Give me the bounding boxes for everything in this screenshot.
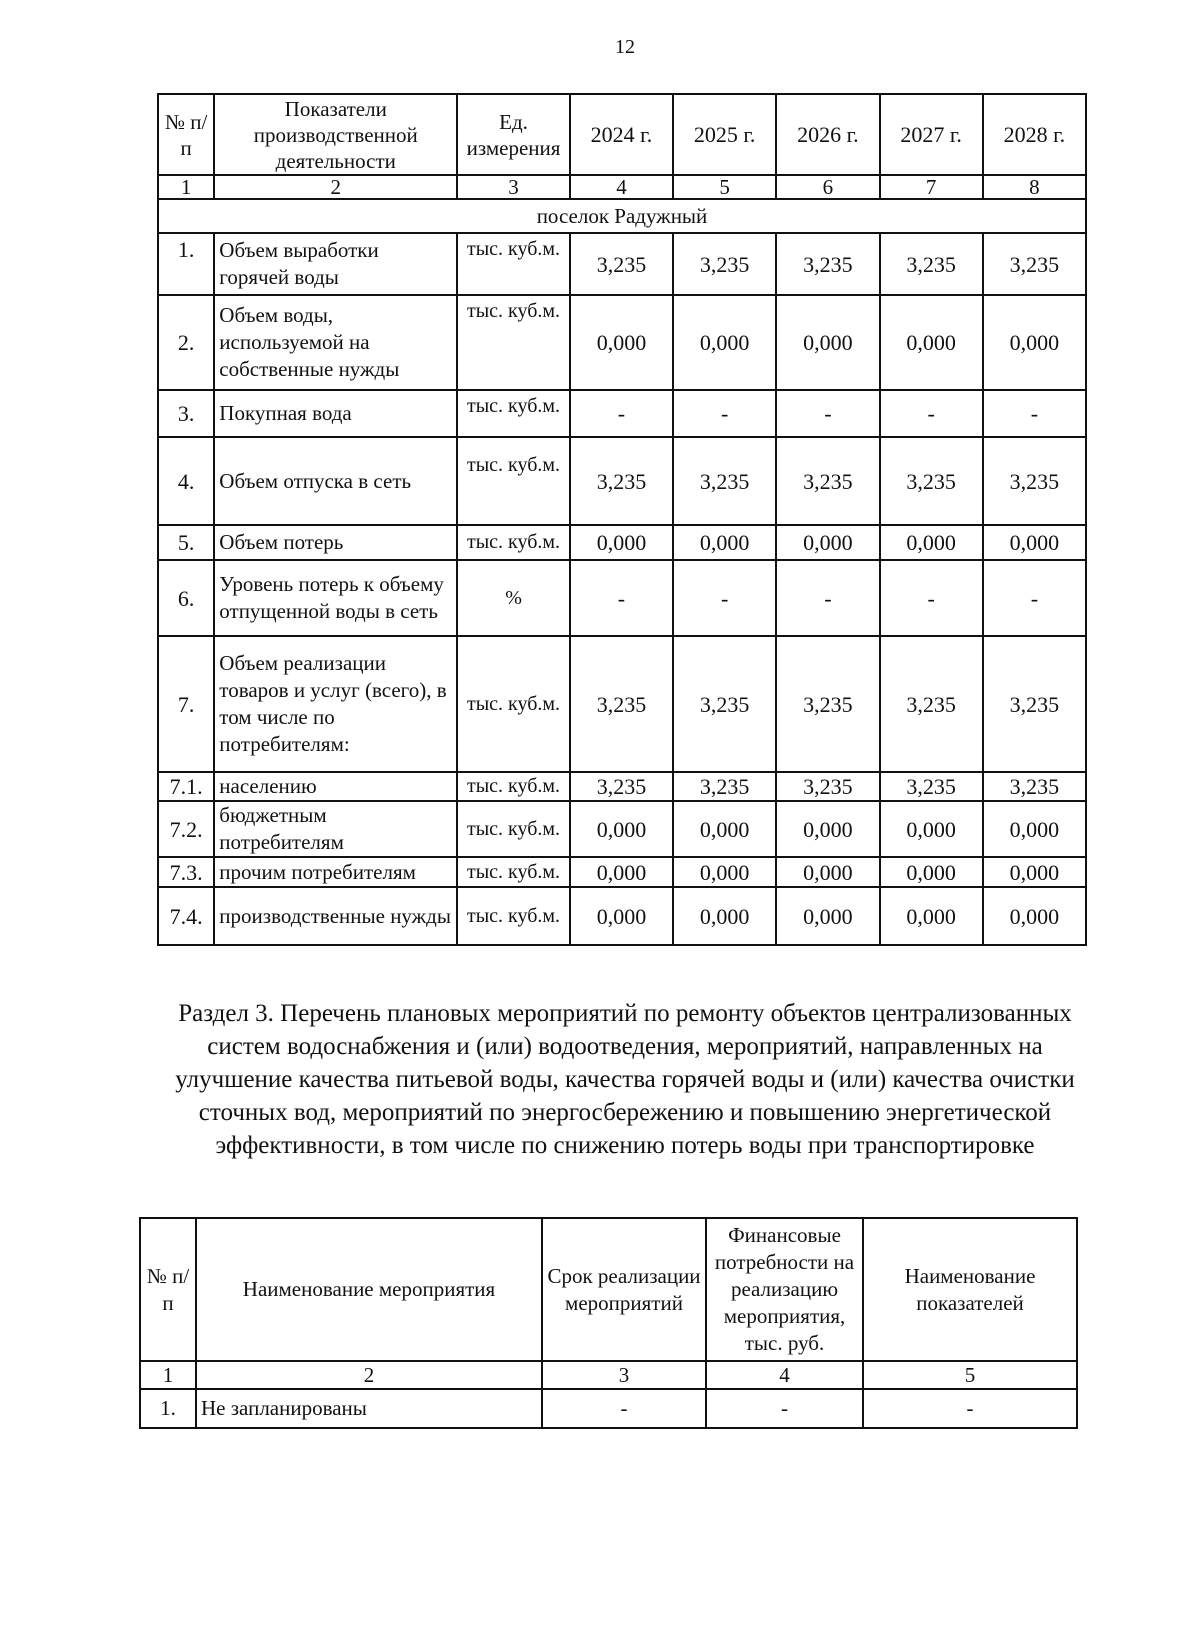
row-value: - <box>880 560 983 636</box>
table-row <box>158 857 1086 887</box>
row-value: 0,000 <box>880 887 983 945</box>
section3-heading: Раздел 3. Перечень плановых мероприятий по ремонту объектов централизованных систем водоснабжения и (или) водоотведения, мероприятий, направленных на улучшение качества питьевой воды, качества горячей воды и (или) качества очистки сточных вод, мероприятий по энергосбережению и повышению энергетической эффективности, в том числе по снижению потерь воды при транспортировке <box>175 1000 1075 1159</box>
row-value: 3,235 <box>983 772 1086 801</box>
row-value: 3,235 <box>570 437 673 525</box>
row-num: 7. <box>158 636 214 772</box>
row-name: Уровень потерь к объему отпущенной воды в сеть <box>214 560 457 636</box>
column-index: 4 <box>570 175 673 199</box>
row-value: 3,235 <box>880 772 983 801</box>
row-value: - <box>570 560 673 636</box>
row-value: 0,000 <box>673 857 776 887</box>
row-name: Объем потерь <box>214 525 457 560</box>
row-value: 0,000 <box>983 857 1086 887</box>
row-value: 0,000 <box>673 801 776 857</box>
row-value: - <box>880 390 983 437</box>
row-value: 0,000 <box>776 887 879 945</box>
row-num: 4. <box>158 437 214 525</box>
row-value: 3,235 <box>673 772 776 801</box>
column-index: 1 <box>140 1361 196 1389</box>
row-value: 3,235 <box>983 233 1086 295</box>
row-value: - <box>776 560 879 636</box>
column-index: 1 <box>158 175 214 199</box>
row-value: - <box>776 390 879 437</box>
row-unit: тыс. куб.м. <box>457 636 570 772</box>
row-value: 3,235 <box>570 772 673 801</box>
row-name: Объем реализации товаров и услуг (всего), в том числе по потребителям: <box>214 636 457 772</box>
column-index: 8 <box>983 175 1086 199</box>
table-row <box>158 801 1086 857</box>
table-row <box>158 233 1086 295</box>
row-value: 0,000 <box>983 801 1086 857</box>
row-value: 3,235 <box>570 636 673 772</box>
row-num: 1. <box>158 233 214 295</box>
row-value: - <box>673 390 776 437</box>
row-value: - <box>983 390 1086 437</box>
row-name: Покупная вода <box>214 390 457 437</box>
header-row <box>140 1218 1077 1361</box>
table-row <box>158 390 1086 437</box>
column-index: 3 <box>542 1361 706 1389</box>
row-value: 3,235 <box>983 636 1086 772</box>
row-value: 3,235 <box>776 437 879 525</box>
row-value: 0,000 <box>570 857 673 887</box>
row-value: 0,000 <box>880 525 983 560</box>
row-value: 0,000 <box>570 525 673 560</box>
row-name: бюджетным потребителям <box>214 801 457 857</box>
column-index: 3 <box>457 175 570 199</box>
header-indicator: Показатели производственной деятельности <box>214 94 457 175</box>
header-unit: Ед. измерения <box>457 94 570 175</box>
column-index: 2 <box>214 175 457 199</box>
row-value: 3,235 <box>880 437 983 525</box>
row-value: 0,000 <box>776 857 879 887</box>
row-value: 0,000 <box>673 887 776 945</box>
row-value: 0,000 <box>880 295 983 390</box>
row-value: 3,235 <box>983 437 1086 525</box>
header-num: № п/п <box>140 1218 196 1361</box>
header-measure-name: Наименование мероприятия <box>196 1218 542 1361</box>
row-unit: тыс. куб.м. <box>457 887 570 945</box>
row-unit: тыс. куб.м. <box>457 857 570 887</box>
row-num: 2. <box>158 295 214 390</box>
row-num: 6. <box>158 560 214 636</box>
row-value: 0,000 <box>983 887 1086 945</box>
column-index: 7 <box>880 175 983 199</box>
row-value: - <box>673 560 776 636</box>
header-num: № п/п <box>158 94 214 175</box>
planned-measures-table <box>139 1217 1078 1429</box>
row-value: 3,235 <box>673 636 776 772</box>
row-measure-name: Не запланированы <box>196 1389 542 1428</box>
row-unit: тыс. куб.м. <box>457 525 570 560</box>
production-indicators-table <box>157 93 1087 946</box>
row-unit: тыс. куб.м. <box>457 437 570 525</box>
row-num: 7.3. <box>158 857 214 887</box>
row-value: 0,000 <box>776 801 879 857</box>
column-index-row <box>140 1361 1077 1389</box>
row-value: 0,000 <box>570 295 673 390</box>
row-num: 5. <box>158 525 214 560</box>
table-row <box>158 525 1086 560</box>
row-unit: тыс. куб.м. <box>457 390 570 437</box>
header-year: 2026 г. <box>776 94 879 175</box>
column-index: 5 <box>673 175 776 199</box>
row-value: 0,000 <box>880 801 983 857</box>
row-value: 3,235 <box>673 233 776 295</box>
row-value: 3,235 <box>776 233 879 295</box>
column-index: 4 <box>706 1361 863 1389</box>
row-value: - <box>570 390 673 437</box>
page-number: 12 <box>615 36 635 58</box>
header-indicators: Наименование показателей <box>863 1218 1077 1361</box>
header-row <box>158 94 1086 175</box>
row-value: 3,235 <box>673 437 776 525</box>
row-name: прочим потребителям <box>214 857 457 887</box>
row-value: 0,000 <box>570 801 673 857</box>
header-year: 2025 г. <box>673 94 776 175</box>
table-row <box>158 295 1086 390</box>
column-index: 2 <box>196 1361 542 1389</box>
row-unit: тыс. куб.м. <box>457 772 570 801</box>
header-year: 2024 г. <box>570 94 673 175</box>
row-num: 7.1. <box>158 772 214 801</box>
row-value: 0,000 <box>776 525 879 560</box>
row-value: 0,000 <box>673 525 776 560</box>
row-unit: тыс. куб.м. <box>457 295 570 390</box>
column-index: 6 <box>776 175 879 199</box>
header-finance: Финансовые потребности на реализацию мероприятия, тыс. руб. <box>706 1218 863 1361</box>
row-value: 3,235 <box>570 233 673 295</box>
column-index-row <box>158 175 1086 199</box>
row-name: Объем воды, используемой на собственные нужды <box>214 295 457 390</box>
row-value: 3,235 <box>776 772 879 801</box>
column-index: 5 <box>863 1361 1077 1389</box>
row-num: 1. <box>140 1389 196 1428</box>
row-unit: тыс. куб.м. <box>457 801 570 857</box>
row-name: Объем выработки горячей воды <box>214 233 457 295</box>
table-row <box>158 560 1086 636</box>
section-title: поселок Радужный <box>158 199 1086 233</box>
table-row <box>158 772 1086 801</box>
row-name: Объем отпуска в сеть <box>214 437 457 525</box>
row-unit: тыс. куб.м. <box>457 233 570 295</box>
row-finance: - <box>706 1389 863 1428</box>
header-year: 2027 г. <box>880 94 983 175</box>
row-value: 0,000 <box>880 857 983 887</box>
row-indicators: - <box>863 1389 1077 1428</box>
row-num: 3. <box>158 390 214 437</box>
row-num: 7.4. <box>158 887 214 945</box>
row-value: 3,235 <box>776 636 879 772</box>
row-value: 0,000 <box>983 295 1086 390</box>
header-year: 2028 г. <box>983 94 1086 175</box>
row-value: 3,235 <box>880 636 983 772</box>
row-value: - <box>983 560 1086 636</box>
table-row <box>158 636 1086 772</box>
row-unit: % <box>457 560 570 636</box>
row-num: 7.2. <box>158 801 214 857</box>
row-value: 3,235 <box>880 233 983 295</box>
row-value: 0,000 <box>983 525 1086 560</box>
header-term: Срок реализации мероприятий <box>542 1218 706 1361</box>
table-row <box>158 887 1086 945</box>
row-value: 0,000 <box>776 295 879 390</box>
row-name: населению <box>214 772 457 801</box>
table-row <box>158 437 1086 525</box>
table-row <box>140 1389 1077 1428</box>
row-name: производственные нужды <box>214 887 457 945</box>
row-value: 0,000 <box>570 887 673 945</box>
section-row <box>158 199 1086 233</box>
row-term: - <box>542 1389 706 1428</box>
row-value: 0,000 <box>673 295 776 390</box>
